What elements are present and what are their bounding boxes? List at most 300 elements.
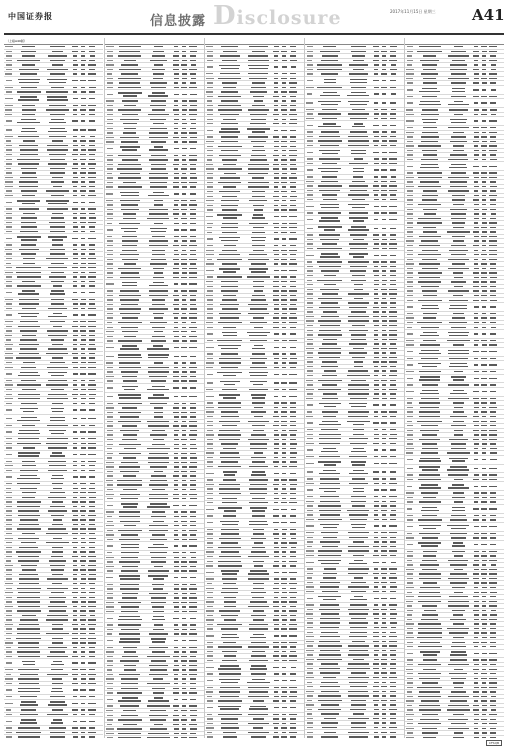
text-line [89,519,95,520]
table-cell [79,418,87,419]
text-line [106,356,113,357]
table-cell [115,290,145,291]
table-cell [188,728,198,729]
text-line [182,593,187,594]
table-cell [188,245,198,246]
text-line [5,98,12,99]
text-line [106,733,114,734]
text-line [89,736,94,737]
text-line [107,584,113,585]
table-cell [44,190,72,191]
table-cell [145,213,173,214]
table-cell [115,466,145,467]
text-line [182,552,186,553]
table-cell [145,611,173,612]
table-cell [145,633,173,634]
table-cell [180,336,188,337]
text-line [89,335,95,336]
table-cell [79,51,87,52]
table-row [105,502,204,511]
text-line [23,447,35,448]
text-line [153,521,163,522]
table-cell [188,602,198,603]
text-line [73,105,78,106]
table-cell [79,515,87,516]
table-cell [71,524,79,525]
table-cell [79,299,87,300]
text-line [5,186,12,187]
table-cell [44,51,72,52]
table-cell [4,149,14,150]
text-line [149,633,168,634]
table-cell [44,64,72,65]
table-cell [87,601,97,602]
text-line [22,492,36,493]
text-line [48,372,67,373]
table-row [105,696,204,705]
text-line [174,263,179,264]
table-cell [14,87,44,88]
text-line [6,244,12,245]
table-cell [14,249,44,250]
text-line [52,357,63,358]
table-cell [188,60,198,61]
text-line [174,168,178,169]
table-cell [44,560,72,561]
text-line [72,519,78,520]
text-line [121,683,139,684]
text-line [120,705,139,706]
table-cell [71,515,79,516]
text-line [6,431,11,432]
text-line [119,511,140,512]
table-cell [105,611,115,612]
table-cell [180,245,188,246]
text-line [21,131,37,132]
table-cell [188,692,198,693]
table-cell [79,213,87,214]
table-cell [115,159,145,160]
text-line [174,223,179,224]
text-line [48,267,68,268]
text-line [174,484,178,485]
text-line [5,357,13,358]
text-line [89,202,95,203]
table-cell [145,710,173,711]
text-line [174,471,179,472]
text-line [52,551,63,552]
issue-date: 2017年11月15日 星期三 [390,9,436,14]
table-cell [188,403,198,404]
text-line [174,416,179,417]
table-cell [145,141,173,142]
text-line [190,73,197,74]
table-cell [71,398,79,399]
table-cell [105,539,115,540]
table-cell [172,489,180,490]
table-cell [44,163,72,164]
table-cell [188,611,198,612]
table-cell [105,421,115,422]
text-line [73,465,77,466]
table-cell [4,736,14,737]
text-line [107,588,114,589]
text-line [174,448,179,449]
text-line [73,136,77,137]
text-line [72,683,78,684]
text-line [5,321,13,322]
table-cell [115,55,145,56]
text-line [122,331,138,332]
text-line [150,228,167,229]
text-line [73,443,77,444]
text-line [21,542,36,543]
table-cell [180,340,188,341]
text-line [23,140,35,141]
table-cell [145,480,173,481]
table-cell [145,597,173,598]
text-line [152,606,164,607]
table-cell [71,217,79,218]
text-line [6,528,12,529]
table-cell [4,403,14,404]
table-cell [87,647,97,648]
text-line [107,223,112,224]
text-line [120,200,140,201]
table-cell [14,217,44,218]
text-line [190,51,197,52]
text-line [151,141,165,142]
text-line [174,362,178,363]
table-cell [115,484,145,485]
table-cell [188,362,198,363]
table-cell [4,662,14,663]
text-line [89,213,96,214]
text-line [122,285,137,286]
text-line [22,497,35,498]
table-cell [14,556,44,557]
table-cell [14,447,44,448]
text-line [89,303,94,304]
text-line [50,736,65,737]
table-cell [87,689,97,690]
text-line [73,610,77,611]
table-cell [145,272,173,273]
text-line [16,357,41,358]
text-line [181,218,187,219]
text-line [118,109,141,110]
table-cell [105,457,115,458]
text-line [152,430,165,431]
table-cell [145,204,173,205]
table-cell [188,577,198,578]
text-line [6,721,11,722]
table-cell [87,177,97,178]
text-line [174,100,178,101]
text-line [107,268,114,269]
table-cell [44,624,72,625]
table-cell [4,483,14,484]
text-line [47,674,67,675]
text-line [89,398,95,399]
table-cell [44,335,72,336]
text-line [47,99,68,100]
table-cell [172,159,180,160]
text-line [118,55,141,56]
table-cell [87,398,97,399]
table-cell [4,326,14,327]
text-line [48,308,67,309]
text-line [107,715,114,716]
text-line [88,642,96,643]
table-cell [87,357,97,358]
table-cell [14,186,44,187]
table-cell [188,240,198,241]
table-cell [79,506,87,507]
text-line [52,547,63,548]
text-line [88,258,96,259]
text-line [81,226,85,227]
table-cell [115,480,145,481]
text-line [89,159,96,160]
text-line [80,344,86,345]
text-line [88,222,96,223]
text-line [121,534,138,535]
table-cell [79,129,87,130]
table-cell [115,354,145,358]
table-cell [172,51,180,52]
table-cell [145,669,173,670]
text-line [6,492,11,493]
text-line [23,213,35,214]
table-cell [44,313,72,317]
text-line [89,647,96,648]
table-cell [105,272,115,273]
table-cell [188,347,198,348]
table-cell [44,656,72,657]
text-line [150,128,167,129]
text-line [152,254,165,255]
table-cell [71,249,79,250]
text-line [6,662,12,663]
table-cell [145,82,173,83]
table-cell [105,87,115,88]
table-cell [4,515,14,516]
text-line [150,105,166,106]
text-line [150,728,167,729]
text-line [6,159,12,160]
text-line [190,577,197,578]
table-cell [145,403,173,404]
table-cell [188,737,198,738]
table-cell [44,326,72,327]
text-line [80,80,86,81]
table-cell [188,123,198,124]
table-cell [71,588,79,589]
text-line [182,494,187,495]
text-line [107,425,114,426]
table-cell [4,696,14,697]
text-line [117,168,142,169]
text-line [181,462,186,463]
table-cell [180,283,188,284]
table-cell [105,218,115,219]
text-line [19,145,38,146]
table-cell [44,253,72,254]
text-line [6,551,11,552]
table-cell [105,444,115,445]
table-cell [172,688,180,689]
table-cell [180,64,188,65]
table-cell [172,733,180,734]
text-line [19,69,39,70]
text-line [50,732,64,733]
table-cell [14,727,44,728]
table-cell [71,226,79,227]
text-line [80,642,86,643]
table-cell [44,372,72,376]
text-line [81,98,86,99]
text-line [72,656,78,657]
text-line [89,696,96,697]
text-line [107,218,113,219]
table-cell [44,403,72,404]
table-cell [4,120,14,121]
text-line [181,347,187,348]
text-line [182,60,187,61]
text-line [173,371,179,372]
table-cell [87,249,97,250]
table-cell [44,661,72,665]
table-cell [87,60,97,61]
text-line [190,223,196,224]
text-line [189,396,197,397]
text-line [189,204,196,205]
table-row [4,406,103,415]
text-line [81,470,85,471]
table-cell [79,443,87,444]
text-line [81,443,86,444]
table-row [4,77,103,86]
text-line [17,651,40,652]
table-cell [14,389,44,390]
table-cell [172,182,180,183]
table-cell [79,55,87,56]
table-cell [14,475,44,479]
table-cell [180,552,188,553]
table-cell [180,137,188,138]
table-cell [79,60,87,61]
text-line [81,461,85,462]
text-line [181,577,187,578]
table-cell [71,662,79,663]
text-line [80,497,86,498]
table-cell [145,416,173,417]
table-cell [71,87,79,88]
text-line [173,656,179,657]
text-line [147,389,169,390]
table-cell [79,619,87,620]
text-line [18,163,39,164]
table-cell [4,497,14,498]
text-line [80,638,86,639]
text-line [189,272,197,273]
table-cell [87,276,97,277]
text-line [190,299,196,300]
text-line [81,703,85,704]
table-cell [87,87,97,88]
text-line [23,362,35,363]
text-line [19,82,39,83]
text-line [190,462,197,463]
table-cell [79,703,87,704]
table-cell [180,633,188,634]
table-cell [188,259,198,260]
text-line [107,295,114,296]
text-line [22,389,36,390]
table-cell [188,254,198,255]
table-cell [145,444,173,445]
table-cell [145,64,173,65]
text-line [182,159,187,160]
table-cell [44,574,72,575]
table-cell [4,506,14,507]
table-cell [188,277,198,278]
text-line [107,55,114,56]
text-line [89,610,96,611]
table-cell [145,494,173,495]
text-line [152,304,164,305]
text-line [153,345,163,346]
table-cell [145,651,173,652]
table-cell [4,80,14,81]
table-cell [145,647,173,648]
text-line [81,181,85,182]
table-cell [115,313,145,314]
table-cell [79,438,87,439]
text-line [21,51,36,52]
text-line [5,642,12,643]
text-line [181,331,187,332]
text-line [21,226,37,227]
table-cell [115,425,145,426]
table-cell [145,173,173,174]
table-cell [87,263,97,264]
text-line [5,669,12,670]
text-line [21,168,37,169]
table-cell [44,290,72,294]
text-line [181,317,187,318]
text-line [174,511,178,512]
text-line [6,578,11,579]
table-cell [172,123,180,124]
table-cell [145,665,173,666]
table-cell [145,60,173,61]
table-cell [172,128,180,129]
table-cell [79,69,87,70]
table-cell [145,715,173,716]
text-line [73,64,78,65]
text-line [174,128,178,129]
table-cell [44,683,72,684]
text-line [189,259,196,260]
table-cell [14,674,44,675]
text-line [182,123,187,124]
text-line [18,669,38,670]
text-line [190,186,195,187]
text-line [89,272,96,273]
table-cell [44,628,72,629]
